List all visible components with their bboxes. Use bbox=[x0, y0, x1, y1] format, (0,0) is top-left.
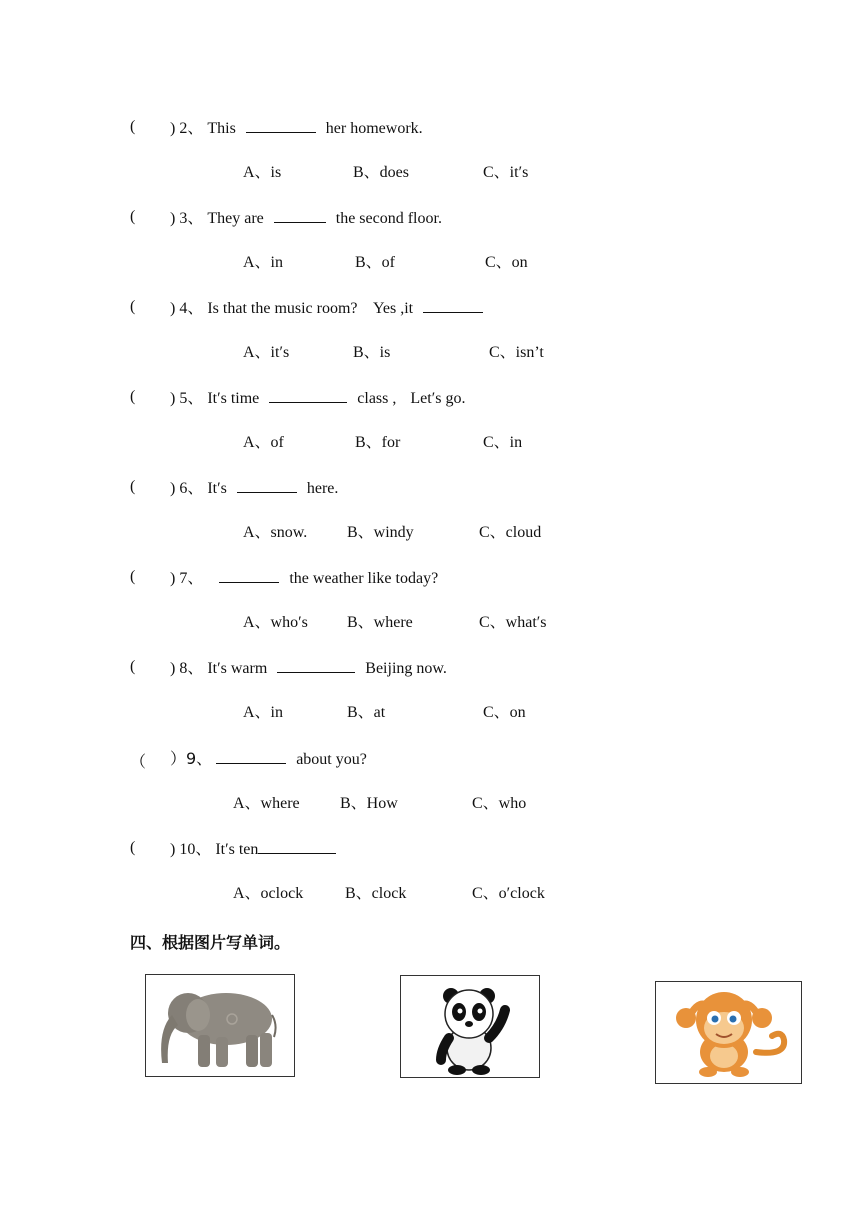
question-number: ) 10、 bbox=[170, 841, 212, 858]
option-c: C、in bbox=[483, 434, 523, 451]
option-a: A、is bbox=[243, 164, 282, 181]
question-number: ) 3、 bbox=[170, 210, 204, 227]
question-number: ) 7、 bbox=[170, 570, 204, 587]
stem-text: the second floor. bbox=[335, 210, 442, 227]
monkey-picture bbox=[655, 981, 802, 1084]
stem-text: Is that the music room? Yes ,it bbox=[207, 300, 414, 317]
question-number: ) 5、 bbox=[170, 390, 204, 407]
option-a: A、in bbox=[243, 254, 284, 271]
option-c: C、it′s bbox=[483, 164, 529, 181]
answer-paren: ( bbox=[130, 208, 136, 225]
stem-text: It′s warm bbox=[207, 660, 268, 677]
answer-paren: ( bbox=[130, 478, 136, 495]
option-b: B、does bbox=[353, 164, 410, 181]
stem-text: It′s time bbox=[207, 390, 260, 407]
option-c: C、isn’t bbox=[489, 344, 544, 361]
elephant-icon bbox=[146, 975, 294, 1076]
answer-blank[interactable] bbox=[237, 478, 297, 493]
question-stem bbox=[170, 208, 442, 229]
option-b: B、How bbox=[340, 795, 398, 812]
option-c: C、on bbox=[485, 254, 528, 271]
question-number: ) 4、 bbox=[170, 300, 204, 317]
question-stem bbox=[170, 388, 465, 409]
question-number: ）9、 bbox=[170, 749, 213, 768]
panda-icon bbox=[401, 976, 539, 1077]
stem-text: It′s ten bbox=[215, 841, 259, 858]
answer-blank[interactable] bbox=[423, 298, 483, 313]
option-b: B、at bbox=[347, 704, 386, 721]
option-a: A、in bbox=[243, 704, 284, 721]
answer-blank[interactable] bbox=[277, 658, 355, 673]
question-stem bbox=[170, 839, 336, 860]
option-a: A、of bbox=[243, 434, 284, 451]
answer-paren: ( bbox=[130, 388, 136, 405]
question-number: ) 2、 bbox=[170, 120, 204, 137]
option-a: A、oclock bbox=[233, 885, 304, 902]
option-b: B、is bbox=[353, 344, 391, 361]
question-stem bbox=[170, 298, 489, 319]
elephant-picture bbox=[145, 974, 295, 1077]
answer-blank[interactable] bbox=[274, 208, 326, 223]
question-stem bbox=[170, 568, 438, 589]
stem-text: Let′s go. bbox=[410, 390, 466, 407]
option-a: A、where bbox=[233, 795, 300, 812]
answer-blank[interactable] bbox=[246, 118, 316, 133]
option-c: C、who bbox=[472, 795, 527, 812]
option-b: B、where bbox=[347, 614, 413, 631]
panda-picture bbox=[400, 975, 540, 1078]
answer-blank[interactable] bbox=[219, 568, 279, 583]
question-stem bbox=[170, 658, 447, 679]
option-b: B、for bbox=[355, 434, 401, 451]
option-a: A、snow. bbox=[243, 524, 308, 541]
option-c: C、o′clock bbox=[472, 885, 545, 902]
answer-paren: ( bbox=[130, 298, 136, 315]
monkey-icon bbox=[656, 982, 801, 1083]
answer-paren: （ bbox=[130, 752, 147, 771]
option-b: B、of bbox=[355, 254, 396, 271]
answer-blank[interactable] bbox=[258, 839, 336, 854]
answer-blank[interactable] bbox=[269, 388, 347, 403]
stem-text: They are bbox=[207, 210, 264, 227]
question-stem bbox=[170, 478, 338, 499]
stem-text: here. bbox=[306, 480, 339, 497]
option-c: C、what′s bbox=[479, 614, 547, 631]
stem-text: about you? bbox=[296, 751, 367, 768]
option-a: A、who′s bbox=[243, 614, 308, 631]
option-c: C、cloud bbox=[479, 524, 542, 541]
stem-text: her homework. bbox=[325, 120, 423, 137]
stem-text: It′s bbox=[207, 480, 227, 497]
stem-text: class , bbox=[357, 390, 397, 407]
option-a: A、it′s bbox=[243, 344, 290, 361]
answer-paren: ( bbox=[130, 118, 136, 135]
question-number: ) 8、 bbox=[170, 660, 204, 677]
question-stem bbox=[170, 749, 367, 770]
option-c: C、on bbox=[483, 704, 526, 721]
option-b: B、clock bbox=[345, 885, 407, 902]
section-title: 四、根据图片写单词。 bbox=[130, 933, 291, 952]
stem-text: Beijing now. bbox=[365, 660, 447, 677]
option-b: B、windy bbox=[347, 524, 414, 541]
answer-paren: ( bbox=[130, 839, 136, 856]
stem-text: This bbox=[207, 120, 236, 137]
stem-text: the weather like today? bbox=[289, 570, 439, 587]
answer-paren: ( bbox=[130, 568, 136, 585]
answer-paren: ( bbox=[130, 658, 136, 675]
question-number: ) 6、 bbox=[170, 480, 204, 497]
question-stem bbox=[170, 118, 423, 139]
answer-blank[interactable] bbox=[216, 749, 286, 764]
